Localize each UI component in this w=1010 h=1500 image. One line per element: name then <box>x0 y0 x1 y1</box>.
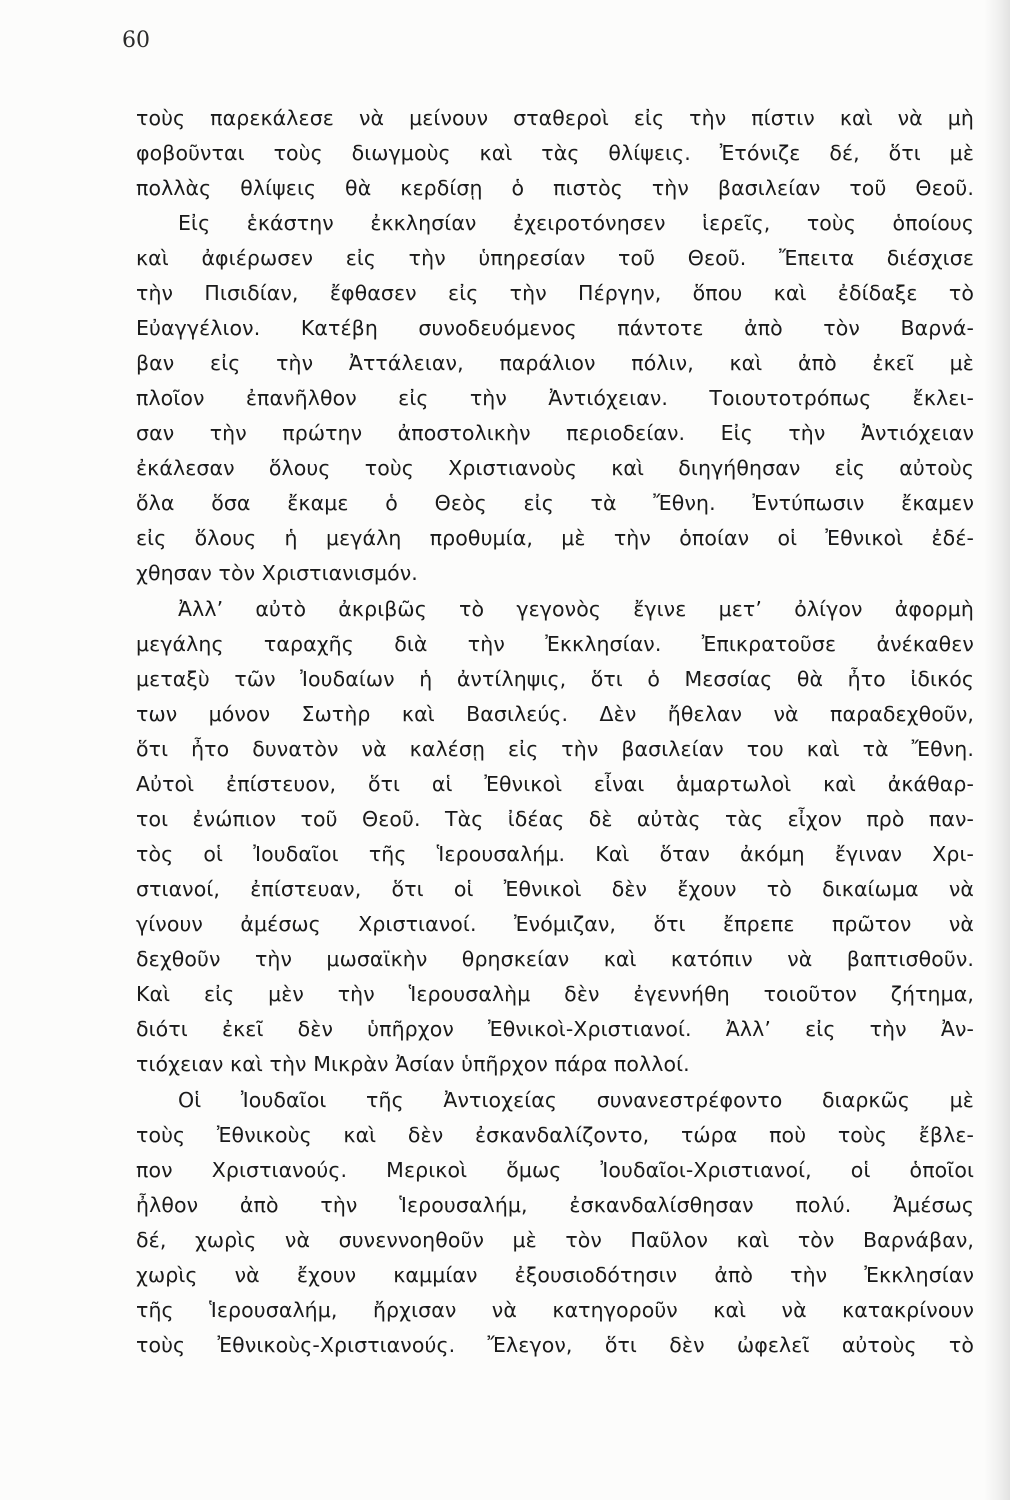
text-line: βαν εἰς τὴν Ἀττάλειαν, παράλιον πόλιν, καὶ ἀπὸ ἐκεῖ μὲ <box>136 351 974 375</box>
text-line: ὅλα ὅσα ἔκαμε ὁ Θεὸς εἰς τὰ Ἔθνη. Ἐντύπωσιν ἔκαμεν <box>136 491 974 515</box>
text-line: τοι ἐνώπιον τοῦ Θεοῦ. Τὰς ἰδέας δὲ αὐτὰς τὰς εἶχον πρὸ παν- <box>136 807 974 831</box>
text-line: τοὺς παρεκάλεσε νὰ μείνουν σταθεροὶ εἰς τὴν πίστιν καὶ νὰ μὴ <box>136 106 974 130</box>
page-number: 60 <box>122 28 150 53</box>
text-line: τιόχειαν καὶ τὴν Μικρὰν Ἀσίαν ὑπῆρχον πάρα πολλοί. <box>136 1052 690 1076</box>
text-line: Εἰς ἑκάστην ἐκκλησίαν ἐχειροτόνησεν ἱερεῖς, τοὺς ὁποίους <box>178 211 974 235</box>
text-line: ἐκάλεσαν ὅλους τοὺς Χριστιανοὺς καὶ διηγήθησαν εἰς αὐτοὺς <box>136 456 974 480</box>
text-line: χωρὶς νὰ ἔχουν καμμίαν ἐξουσιοδότησιν ἀπὸ τὴν Ἐκκλησίαν <box>136 1263 974 1287</box>
text-line: τῆς Ἱερουσαλήμ, ἤρχισαν νὰ κατηγοροῦν καὶ νὰ κατακρίνουν <box>136 1298 974 1322</box>
text-line: τοὺς Ἐθνικοὺς-Χριστιανούς. Ἔλεγον, ὅτι δὲν ὠφελεῖ αὐτοὺς τὸ <box>136 1333 974 1357</box>
text-line: των μόνον Σωτὴρ καὶ Βασιλεύς. Δὲν ἤθελαν νὰ παραδεχθοῦν, <box>136 702 974 726</box>
text-line: ὅτι ἦτο δυνατὸν νὰ καλέσῃ εἰς τὴν βασιλείαν του καὶ τὰ Ἔθνη. <box>136 737 974 761</box>
text-line: Εὐαγγέλιον. Κατέβη συνοδευόμενος πάντοτε ἀπὸ τὸν Βαρνά- <box>136 316 974 340</box>
text-line: τὸς οἱ Ἰουδαῖοι τῆς Ἱερουσαλήμ. Καὶ ὅταν ἀκόμη ἔγιναν Χρι- <box>136 842 974 866</box>
text-line: καὶ ἀφιέρωσεν εἰς τὴν ὑπηρεσίαν τοῦ Θεοῦ. Ἔπειτα διέσχισε <box>136 246 974 270</box>
text-line: πον Χριστιανούς. Μερικοὶ ὅμως Ἰουδαῖοι-Χριστιανοί, οἱ ὁποῖοι <box>136 1158 974 1182</box>
text-line: Αὐτοὶ ἐπίστευον, ὅτι αἱ Ἐθνικοὶ εἶναι ἁμαρτωλοὶ καὶ ἀκάθαρ- <box>136 772 974 796</box>
text-line: πολλὰς θλίψεις θὰ κερδίσῃ ὁ πιστὸς τὴν βασιλείαν τοῦ Θεοῦ. <box>136 176 974 200</box>
text-line: τὴν Πισιδίαν, ἔφθασεν εἰς τὴν Πέργην, ὅπου καὶ ἐδίδαξε τὸ <box>136 281 974 305</box>
text-line: Καὶ εἰς μὲν τὴν Ἱερουσαλὴμ δὲν ἐγεννήθη τοιοῦτον ζήτημα, <box>136 982 974 1006</box>
text-line: δεχθοῦν τὴν μωσαϊκὴν θρησκείαν καὶ κατόπιν νὰ βαπτισθοῦν. <box>136 947 974 971</box>
page-edge-shadow <box>984 0 1010 1500</box>
text-line: γίνουν ἀμέσως Χριστιανοί. Ἐνόμιζαν, ὅτι ἔπρεπε πρῶτον νὰ <box>136 912 974 936</box>
text-line: στιανοί, ἐπίστευαν, ὅτι οἱ Ἐθνικοὶ δὲν ἔχουν τὸ δικαίωμα νὰ <box>136 877 974 901</box>
text-line: Ἀλλ’ αὐτὸ ἀκριβῶς τὸ γεγονὸς ἔγινε μετ’ ὀλίγον ἀφορμὴ <box>178 597 974 621</box>
text-line: φοβοῦνται τοὺς διωγμοὺς καὶ τὰς θλίψεις. Ἐτόνιζε δέ, ὅτι μὲ <box>136 141 974 165</box>
text-line: τοὺς Ἐθνικοὺς καὶ δὲν ἐσκανδαλίζοντο, τώρα ποὺ τοὺς ἔβλε- <box>136 1123 974 1147</box>
text-line: πλοῖον ἐπανῆλθον εἰς τὴν Ἀντιόχειαν. Τοιουτοτρόπως ἔκλει- <box>136 386 974 410</box>
text-line: σαν τὴν πρώτην ἀποστολικὴν περιοδείαν. Εἰς τὴν Ἀντιόχειαν <box>136 421 974 445</box>
text-line: χθησαν τὸν Χριστιανισμόν. <box>136 561 418 585</box>
text-line: διότι ἐκεῖ δὲν ὑπῆρχον Ἐθνικοὶ-Χριστιανοί. Ἀλλ’ εἰς τὴν Ἀν- <box>136 1017 974 1041</box>
text-line: μεταξὺ τῶν Ἰουδαίων ἡ ἀντίληψις, ὅτι ὁ Μεσσίας θὰ ἦτο ἰδικός <box>136 667 974 691</box>
text-line: εἰς ὅλους ἡ μεγάλη προθυμία, μὲ τὴν ὁποίαν οἱ Ἐθνικοὶ ἐδέ- <box>136 526 974 550</box>
text-line: δέ, χωρὶς νὰ συνεννοηθοῦν μὲ τὸν Παῦλον καὶ τὸν Βαρνάβαν, <box>136 1228 974 1252</box>
text-line: Οἱ Ἰουδαῖοι τῆς Ἀντιοχείας συνανεστρέφοντο διαρκῶς μὲ <box>178 1088 974 1112</box>
text-line: ἦλθον ἀπὸ τὴν Ἱερουσαλήμ, ἐσκανδαλίσθησαν πολύ. Ἀμέσως <box>136 1193 974 1217</box>
text-line: μεγάλης ταραχῆς διὰ τὴν Ἐκκλησίαν. Ἐπικρατοῦσε ἀνέκαθεν <box>136 632 974 656</box>
